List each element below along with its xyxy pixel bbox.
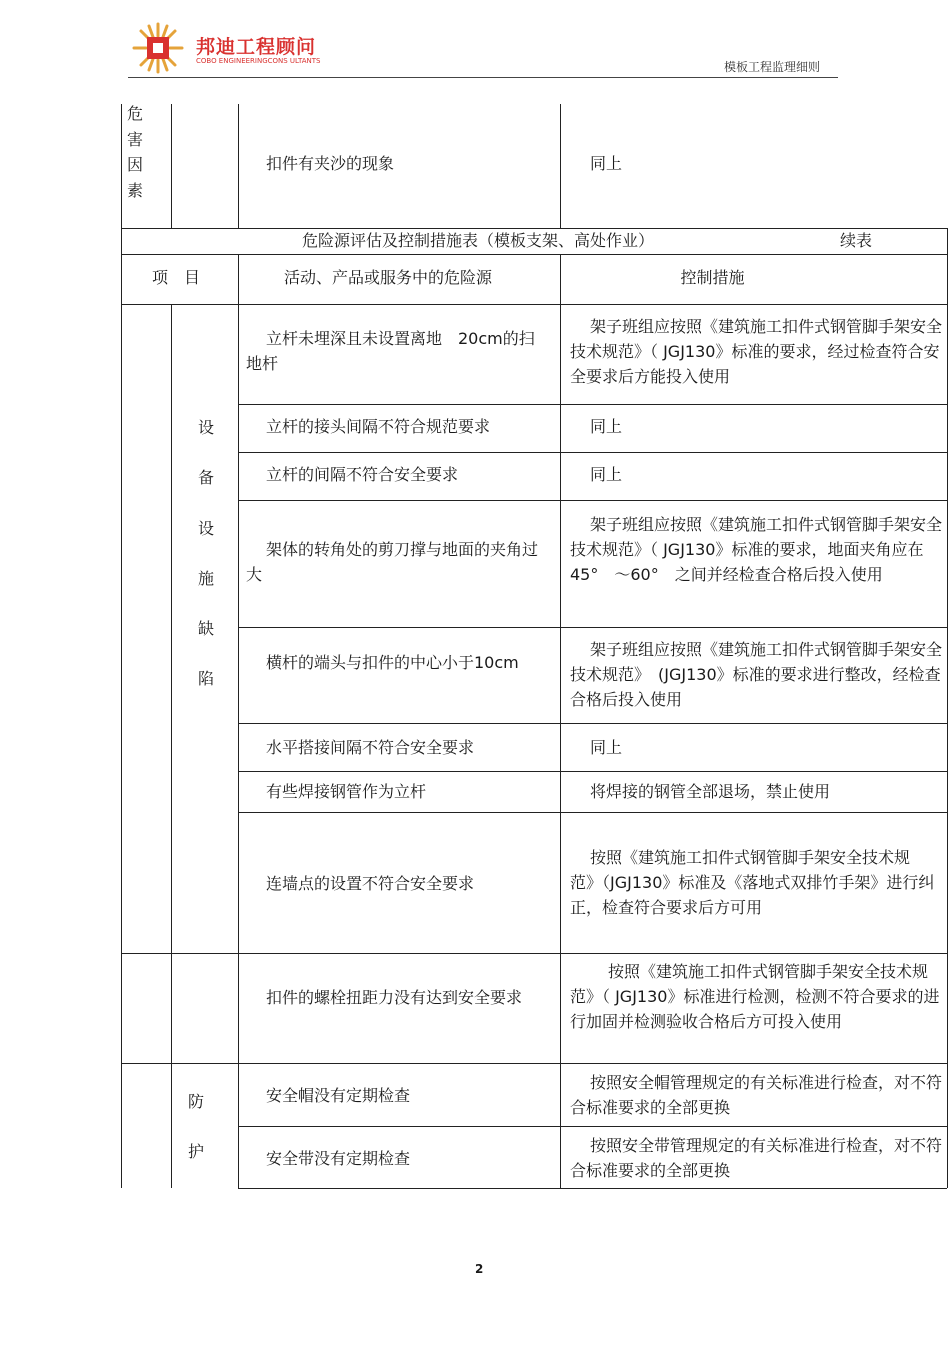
- header-control: 控制措施: [680, 268, 745, 287]
- control-cell: 将焊接的钢管全部退场，禁止使用: [590, 782, 831, 801]
- control-cell: 同上: [590, 465, 623, 484]
- hazard-cell: 横杆的端头与扣件的中心小于10cm: [266, 653, 519, 672]
- brand-name-en: COBO ENGINEERINGCONS ULTANTS: [196, 57, 321, 65]
- control-cell: 同上: [590, 417, 623, 436]
- hazard-cell: 立杆的接头间隔不符合规范要求: [266, 417, 491, 436]
- hazard-cell: 连墙点的设置不符合安全要求: [266, 874, 475, 893]
- document-title: 模板工程监理细则: [724, 60, 821, 74]
- table-title: 危险源评估及控制措施表（模板支架、高处作业）: [302, 231, 655, 250]
- page-header: [0, 0, 950, 80]
- control-cell: 按照《建筑施工扣件式钢管脚手架安全技术规范》（ JGJ130》标准进行检测，检测不符合要求的进行加固并检测验收合格后方可投入使用: [570, 962, 940, 1031]
- control-cell: 按照安全带管理规定的有关标准进行检查，对不符合标准要求的全部更换: [570, 1136, 943, 1180]
- hazard-cell: 水平搭接间隔不符合安全要求: [266, 738, 475, 757]
- hazard-cell: 扣件有夹沙的现象: [266, 154, 395, 173]
- control-cell: 架子班组应按照《建筑施工扣件式钢管脚手架安全技术规范》（ JGJ130》标准的要求，地面夹角应在 45° ～60° 之间并经检查合格后投入使用: [570, 515, 943, 584]
- category-label-hazard-factors: 危害因素: [127, 104, 144, 200]
- hazard-cell: 立杆未埋深且未设置离地 20cm的扫地杆: [246, 329, 535, 373]
- continued-label: 续表: [840, 231, 873, 250]
- control-cell: 架子班组应按照《建筑施工扣件式钢管脚手架安全技术规范》 (JGJ130》标准的要求进行整改，经检查合格后投入使用: [570, 640, 943, 709]
- group-label-equipment-defects: 设备设施缺陷: [198, 418, 215, 689]
- hazard-cell: 有些焊接钢管作为立杆: [266, 782, 427, 801]
- page-number: 2: [475, 1262, 484, 1276]
- hazard-cell: 架体的转角处的剪刀撑与地面的夹角过大: [246, 540, 539, 584]
- header-hazard: 活动、产品或服务中的危险源: [283, 268, 492, 287]
- hazard-cell: 扣件的螺栓扭距力没有达到安全要求: [266, 988, 523, 1007]
- sunburst-logo-icon: [128, 18, 188, 78]
- group-label-protection: 防护: [188, 1092, 205, 1161]
- brand-name-cn: 邦迪工程顾问: [196, 36, 317, 58]
- control-cell: 按照安全帽管理规定的有关标准进行检查，对不符合标准要求的全部更换: [570, 1073, 943, 1117]
- control-cell: 同上: [590, 738, 623, 757]
- control-cell: 按照《建筑施工扣件式钢管脚手架安全技术规范》（JGJ130》标准及《落地式双排竹手架》进行纠正，检查符合要求后方可用: [570, 848, 935, 917]
- header-item: 项 目: [151, 268, 200, 287]
- header-divider: [128, 77, 838, 78]
- hazard-cell: 安全帽没有定期检查: [266, 1086, 411, 1105]
- hazard-cell: 安全带没有定期检查: [266, 1149, 411, 1168]
- control-cell: 同上: [590, 154, 623, 173]
- hazard-cell: 立杆的间隔不符合安全要求: [266, 465, 459, 484]
- control-cell: 架子班组应按照《建筑施工扣件式钢管脚手架安全技术规范》（ JGJ130》标准的要求，经过检查符合安全要求后方能投入使用: [570, 317, 943, 386]
